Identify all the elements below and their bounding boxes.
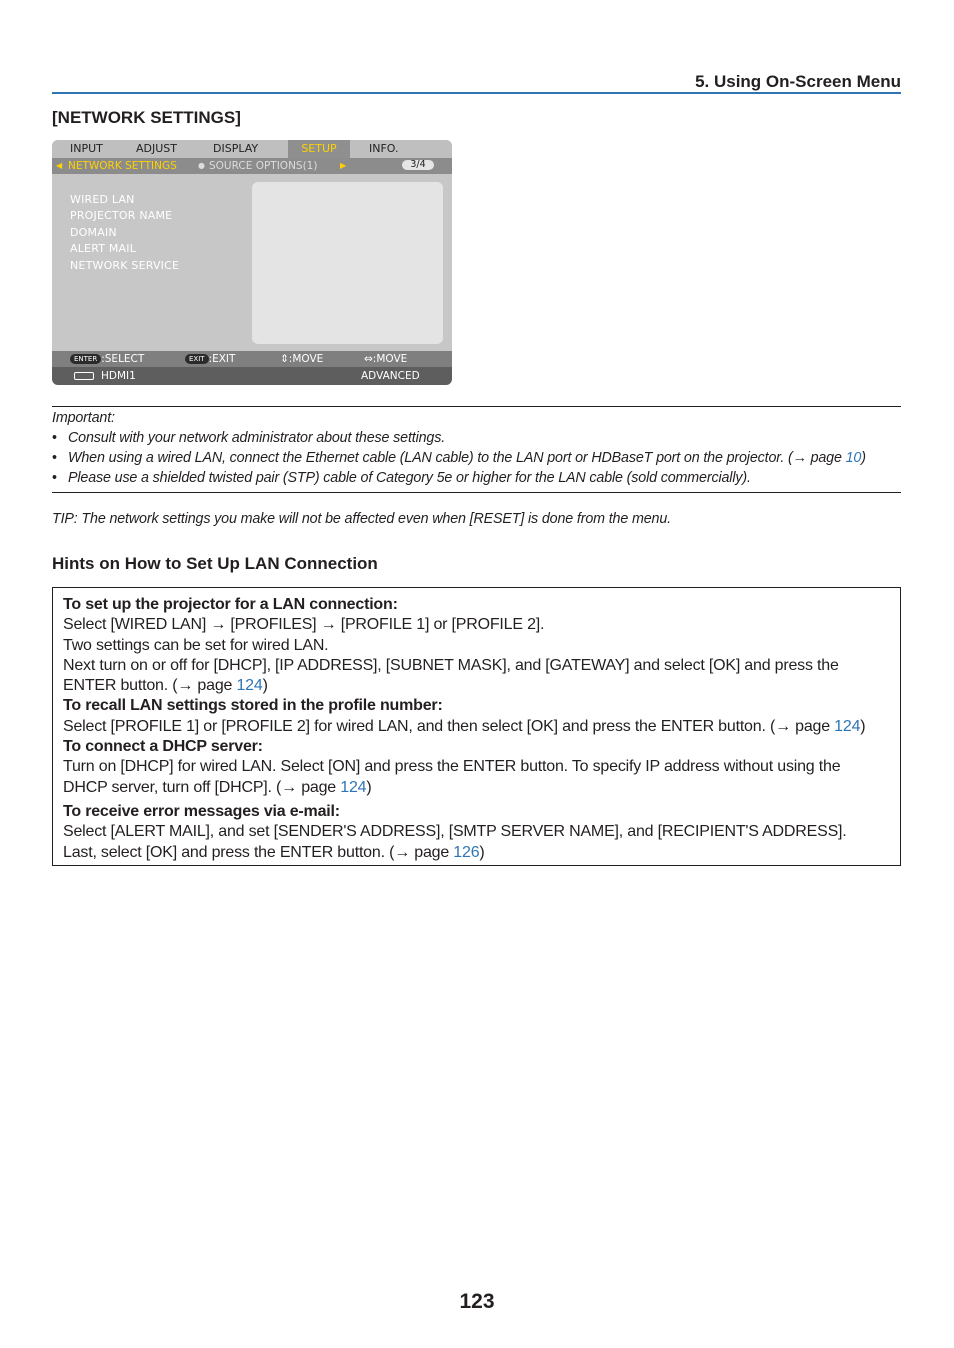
hint-heading: To set up the projector for a LAN connection: (63, 596, 398, 613)
page-link[interactable]: 126 (453, 843, 480, 861)
osd-subtab-network-settings: NETWORK SETTINGS (68, 160, 177, 172)
osd-tab-display: DISPLAY (213, 142, 259, 155)
section-title: [NETWORK SETTINGS] (52, 108, 241, 127)
chapter-header: 5. Using On-Screen Menu (52, 72, 901, 94)
separator-dot-icon: ● (198, 161, 205, 170)
osd-subtab-bar (52, 158, 452, 174)
exit-key-icon: EXIT (185, 354, 209, 364)
osd-tab-info: INFO. (369, 142, 399, 155)
hint-line: Turn on [DHCP] for wired LAN. Select [ON] and press the ENTER button. To specify IP address without using the (63, 758, 841, 776)
osd-detail-panel (252, 182, 443, 344)
important-list (52, 428, 901, 488)
hint-line: Select [ALERT MAIL], and set [SENDER'S ADDRESS], [SMTP SERVER NAME], and [RECIPIENT'S ADDRESS]. (63, 823, 847, 841)
osd-tab-input: INPUT (70, 142, 103, 155)
osd-footer-move-vertical: ⇕:MOVE (280, 353, 324, 365)
hint-line: DHCP server, turn off [DHCP]. (→ page 124) (63, 778, 372, 796)
osd-item-network-service: NETWORK SERVICE (70, 258, 180, 272)
important-notes (52, 406, 901, 493)
osd-page-indicator: 3/4 (402, 160, 434, 170)
osd-tab-bar (52, 140, 452, 158)
important-item: • Please use a shielded twisted pair (STP) cable of Category 5e or higher for the LAN cable (sold commercially). (52, 468, 901, 488)
hint-line: ENTER button. (→ page 124) (63, 677, 268, 695)
osd-menu-screenshot (52, 140, 452, 385)
enter-key-icon: ENTER (70, 354, 101, 364)
osd-status-input: HDMI1 (101, 370, 136, 382)
osd-subtab-source-options: SOURCE OPTIONS(1) (209, 160, 318, 172)
important-label: Important: (52, 410, 115, 426)
osd-footer-exit: EXIT :EXIT (185, 351, 235, 367)
tip-text: TIP: The network settings you make will not be affected even when [RESET] is done from the menu. (52, 511, 671, 527)
page-number: 123 (459, 1290, 495, 1313)
hint-line: Next turn on or off for [DHCP], [IP ADDRESS], [SUBNET MASK], and [GATEWAY] and select [OK] and press the (63, 656, 839, 674)
hint-heading: To receive error messages via e-mail: (63, 802, 340, 820)
osd-footer-move-horizontal: ⇔:MOVE (364, 353, 408, 365)
hint-heading: To recall LAN settings stored in the profile number: (63, 697, 443, 715)
osd-status-bar (52, 367, 452, 385)
osd-status-mode: ADVANCED (361, 370, 420, 382)
osd-item-domain: DOMAIN (70, 225, 117, 239)
hint-line: Select [PROFILE 1] or [PROFILE 2] for wired LAN, and then select [OK] and press the ENTER button. (→ page 124) (63, 717, 866, 735)
osd-tab-adjust: ADJUST (136, 142, 177, 155)
right-arrow-icon: ▶ (340, 161, 347, 170)
hint-line: Select [WIRED LAN] → [PROFILES] → [PROFILE 1] or [PROFILE 2]. (63, 616, 545, 634)
page-link[interactable]: 124 (340, 778, 367, 796)
page-link[interactable]: 124 (834, 717, 861, 735)
hints-title: Hints on How to Set Up LAN Connection (52, 554, 378, 573)
left-arrow-icon: ◀ (56, 161, 63, 170)
page-link[interactable]: 10 (845, 450, 862, 466)
osd-item-wired-lan: WIRED LAN (70, 193, 135, 206)
important-item: • Consult with your network administrator about these settings. (52, 428, 901, 448)
hint-line: Two settings can be set for wired LAN. (63, 636, 329, 654)
osd-item-list (70, 192, 179, 274)
hints-box (52, 587, 901, 866)
osd-item-alert-mail: ALERT MAIL (70, 242, 137, 256)
page-link[interactable]: 124 (236, 677, 263, 695)
hint-line: Last, select [OK] and press the ENTER button. (→ page 126) (63, 843, 485, 861)
osd-footer-select: ENTER :SELECT (70, 351, 144, 367)
hint-heading: To connect a DHCP server: (63, 738, 263, 756)
osd-item-projector-name: PROJECTOR NAME (70, 209, 173, 223)
osd-footer (52, 351, 452, 367)
important-item: • When using a wired LAN, connect the Ethernet cable (LAN cable) to the LAN port or HDBaseT port on the projector. (→ page 10) (52, 448, 901, 468)
hdmi-connector-icon (74, 372, 94, 380)
osd-tab-setup: SETUP (288, 140, 350, 158)
